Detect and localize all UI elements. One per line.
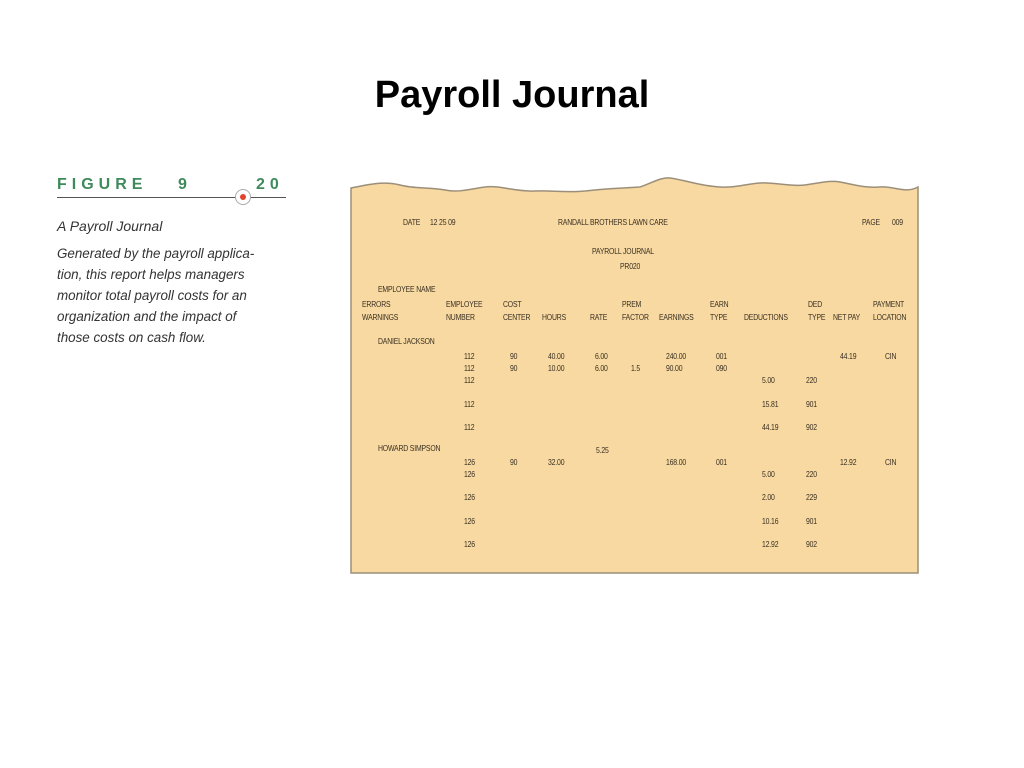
figure-description-line: organization and the impact of — [57, 309, 237, 324]
report-cell-ded: 2.00 — [762, 493, 775, 502]
column-header-line2: WARNINGS — [362, 313, 399, 322]
column-header-line2: NUMBER — [446, 313, 475, 322]
report-cell-dtype: 902 — [806, 423, 817, 432]
report-cell-num: 126 — [464, 470, 475, 479]
report-cell-dtype: 902 — [806, 540, 817, 549]
figure-title: A Payroll Journal — [57, 218, 163, 234]
report-cell-ded: 44.19 — [762, 423, 779, 432]
column-header-line1: COST — [503, 300, 522, 309]
report-cell-num: 112 — [464, 364, 475, 373]
report-cell-ded: 5.00 — [762, 470, 775, 479]
report-cell-num: 126 — [464, 458, 475, 467]
payroll-journal-report — [350, 175, 920, 575]
column-header-line2: LOCATION — [873, 313, 907, 322]
report-cell-rate: 6.00 — [595, 364, 608, 373]
column-header-line2: DEDUCTIONS — [744, 313, 788, 322]
report-date: 12 25 09 — [430, 218, 456, 227]
report-cell-etype: 001 — [716, 352, 727, 361]
report-page-number: 009 — [892, 218, 903, 227]
report-cell-num: 112 — [464, 376, 475, 385]
report-cell-num: 112 — [464, 400, 475, 409]
report-cell-cc: 90 — [510, 352, 518, 361]
report-cell-num: 126 — [464, 540, 475, 549]
report-cell-net: 44.19 — [840, 352, 857, 361]
employee-name: HOWARD SIMPSON — [378, 444, 441, 453]
report-cell-dtype: 220 — [806, 470, 817, 479]
report-cell-dtype: 220 — [806, 376, 817, 385]
report-cell-ded: 12.92 — [762, 540, 779, 549]
report-cell-num: 126 — [464, 517, 475, 526]
column-header-line2: CENTER — [503, 313, 531, 322]
figure-description-line: monitor total payroll costs for an — [57, 288, 247, 303]
report-page-label: PAGE — [862, 218, 880, 227]
report-cell-net: 12.92 — [840, 458, 857, 467]
column-header-line2: TYPE — [808, 313, 826, 322]
report-cell-earn: 90.00 — [666, 364, 683, 373]
report-cell-etype: 090 — [716, 364, 727, 373]
report-cell-dtype: 901 — [806, 400, 817, 409]
report-cell-ded: 10.16 — [762, 517, 779, 526]
report-cell-cc: 90 — [510, 458, 518, 467]
column-header-line1: EMPLOYEE — [446, 300, 483, 309]
column-header-line1: EARN — [710, 300, 729, 309]
figure-caption — [57, 176, 289, 345]
employee-rate: 5.25 — [596, 446, 609, 455]
report-code: PR020 — [620, 262, 641, 271]
column-header-line2: TYPE — [710, 313, 728, 322]
figure-divider — [57, 197, 286, 198]
column-header-line2: HOURS — [542, 313, 566, 322]
report-cell-hours: 40.00 — [548, 352, 565, 361]
column-header-line1: DED — [808, 300, 823, 309]
report-cell-cc: 90 — [510, 364, 518, 373]
slide-title: Payroll Journal — [374, 74, 650, 116]
figure-description-line: those costs on cash flow. — [57, 330, 206, 345]
report-cell-hours: 32.00 — [548, 458, 565, 467]
figure-label-number: 20 — [256, 176, 284, 193]
figure-label-word: FIGURE — [57, 176, 148, 193]
report-cell-earn: 240.00 — [666, 352, 687, 361]
report-cell-dtype: 901 — [806, 517, 817, 526]
employee-name: DANIEL JACKSON — [378, 337, 435, 346]
column-header-line1: PREM — [622, 300, 642, 309]
column-header-line2: EARNINGS — [659, 313, 694, 322]
report-company: RANDALL BROTHERS LAWN CARE — [558, 218, 668, 227]
report-cell-num: 126 — [464, 493, 475, 502]
figure-label-chapter: 9 — [178, 176, 192, 193]
column-header-line1: ERRORS — [362, 300, 391, 309]
column-header-line2: RATE — [590, 313, 608, 322]
report-cell-loc: CIN — [885, 458, 897, 467]
report-cell-num: 112 — [464, 352, 475, 361]
figure-description-line: Generated by the payroll applica- — [57, 246, 255, 261]
report-cell-prem: 1.5 — [631, 364, 641, 373]
report-cell-num: 112 — [464, 423, 475, 432]
figure-description — [57, 243, 289, 348]
report-cell-loc: CIN — [885, 352, 897, 361]
figure-label — [57, 176, 289, 196]
report-cell-etype: 001 — [716, 458, 727, 467]
employee-name-header: EMPLOYEE NAME — [378, 285, 436, 294]
report-paper-background — [350, 175, 920, 575]
report-cell-ded: 5.00 — [762, 376, 775, 385]
column-header-line2: NET PAY — [833, 313, 861, 322]
figure-dot-icon — [235, 189, 251, 205]
figure-description-line: tion, this report helps managers — [57, 267, 245, 282]
report-cell-rate: 6.00 — [595, 352, 608, 361]
report-date-label: DATE — [403, 218, 421, 227]
report-cell-dtype: 229 — [806, 493, 817, 502]
report-title: PAYROLL JOURNAL — [592, 247, 654, 256]
column-header-line2: FACTOR — [622, 313, 649, 322]
column-header-line1: PAYMENT — [873, 300, 905, 309]
report-cell-hours: 10.00 — [548, 364, 565, 373]
report-cell-earn: 168.00 — [666, 458, 687, 467]
report-cell-ded: 15.81 — [762, 400, 779, 409]
